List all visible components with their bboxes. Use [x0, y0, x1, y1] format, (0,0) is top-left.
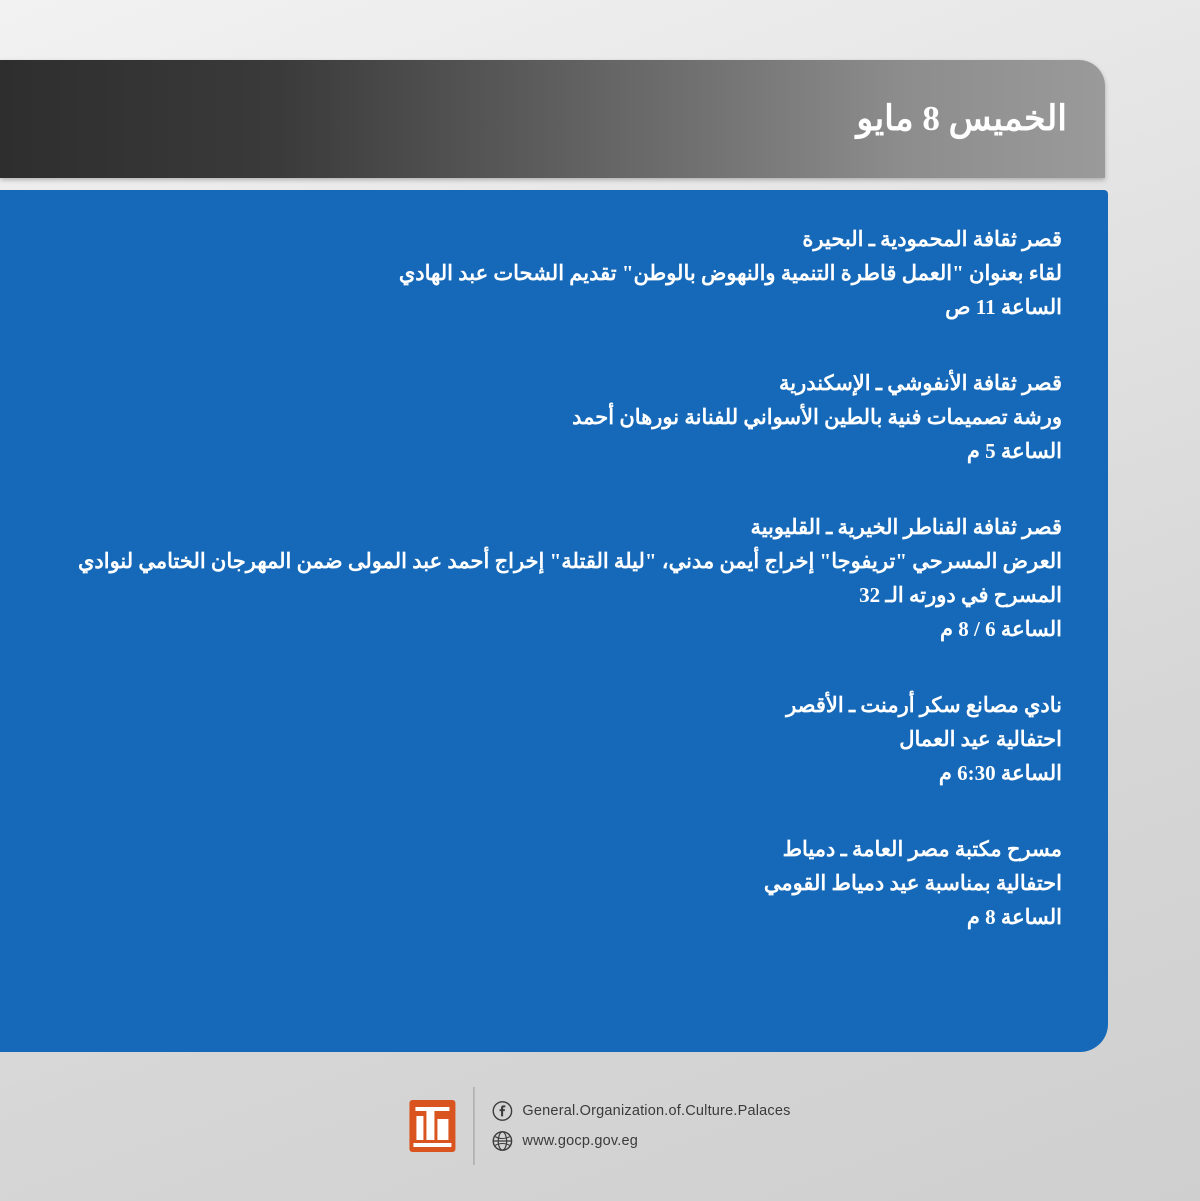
website-row[interactable]: [492, 1131, 790, 1151]
event-venue: قصر ثقافة القناطر الخيرية ـ القليوبية: [750, 515, 1062, 539]
event-description: لقاء بعنوان "العمل قاطرة التنمية والنهوض بالوطن" تقديم الشحات عبد الهادي: [398, 261, 1062, 285]
event-venue: قصر ثقافة الأنفوشي ـ الإسكندرية: [779, 371, 1062, 395]
event-time: الساعة 8 م: [966, 905, 1062, 929]
header-bar: [0, 60, 1105, 178]
event-venue: مسرح مكتبة مصر العامة ـ دمياط: [782, 837, 1062, 861]
list-item: [46, 222, 1062, 324]
social-links: [492, 1101, 790, 1151]
event-description: احتفالية بمناسبة عيد دمياط القومي: [763, 871, 1062, 895]
globe-icon: [492, 1131, 512, 1151]
event-description: ورشة تصميمات فنية بالطين الأسواني للفنانة نورهان أحمد: [572, 405, 1062, 429]
facebook-icon: [492, 1101, 512, 1121]
event-time: الساعة 6:30 م: [938, 761, 1062, 785]
facebook-handle: General.Organization.of.Culture.Palaces: [522, 1103, 791, 1119]
event-time: الساعة 6 / 8 م: [939, 617, 1062, 641]
organization-logo-icon: [409, 1100, 455, 1152]
event-venue: قصر ثقافة المحمودية ـ البحيرة: [802, 227, 1062, 251]
events-panel: [0, 190, 1108, 1052]
list-item: [46, 510, 1062, 646]
event-description: العرض المسرحي "تريفوجا" إخراج أيمن مدني، "ليلة القتلة" إخراج أحمد عبد المولى ضمن المهرجان الختامي لنوادي المسرح في دورته الـ 32: [77, 549, 1062, 607]
event-venue: نادي مصانع سكر أرمنت ـ الأقصر: [786, 693, 1062, 717]
footer: [0, 1051, 1200, 1201]
events-list: [0, 190, 1108, 1052]
facebook-row[interactable]: [492, 1101, 790, 1121]
footer-divider: [473, 1087, 474, 1165]
page-title: الخميس 8 مايو: [856, 99, 1067, 138]
list-item: [46, 832, 1062, 934]
list-item: [46, 688, 1062, 790]
event-time: الساعة 11 ص: [945, 295, 1062, 319]
website-url: www.gocp.gov.eg: [522, 1133, 639, 1149]
event-time: الساعة 5 م: [966, 439, 1062, 463]
event-description: احتفالية عيد العمال: [899, 727, 1062, 751]
list-item: [46, 366, 1062, 468]
